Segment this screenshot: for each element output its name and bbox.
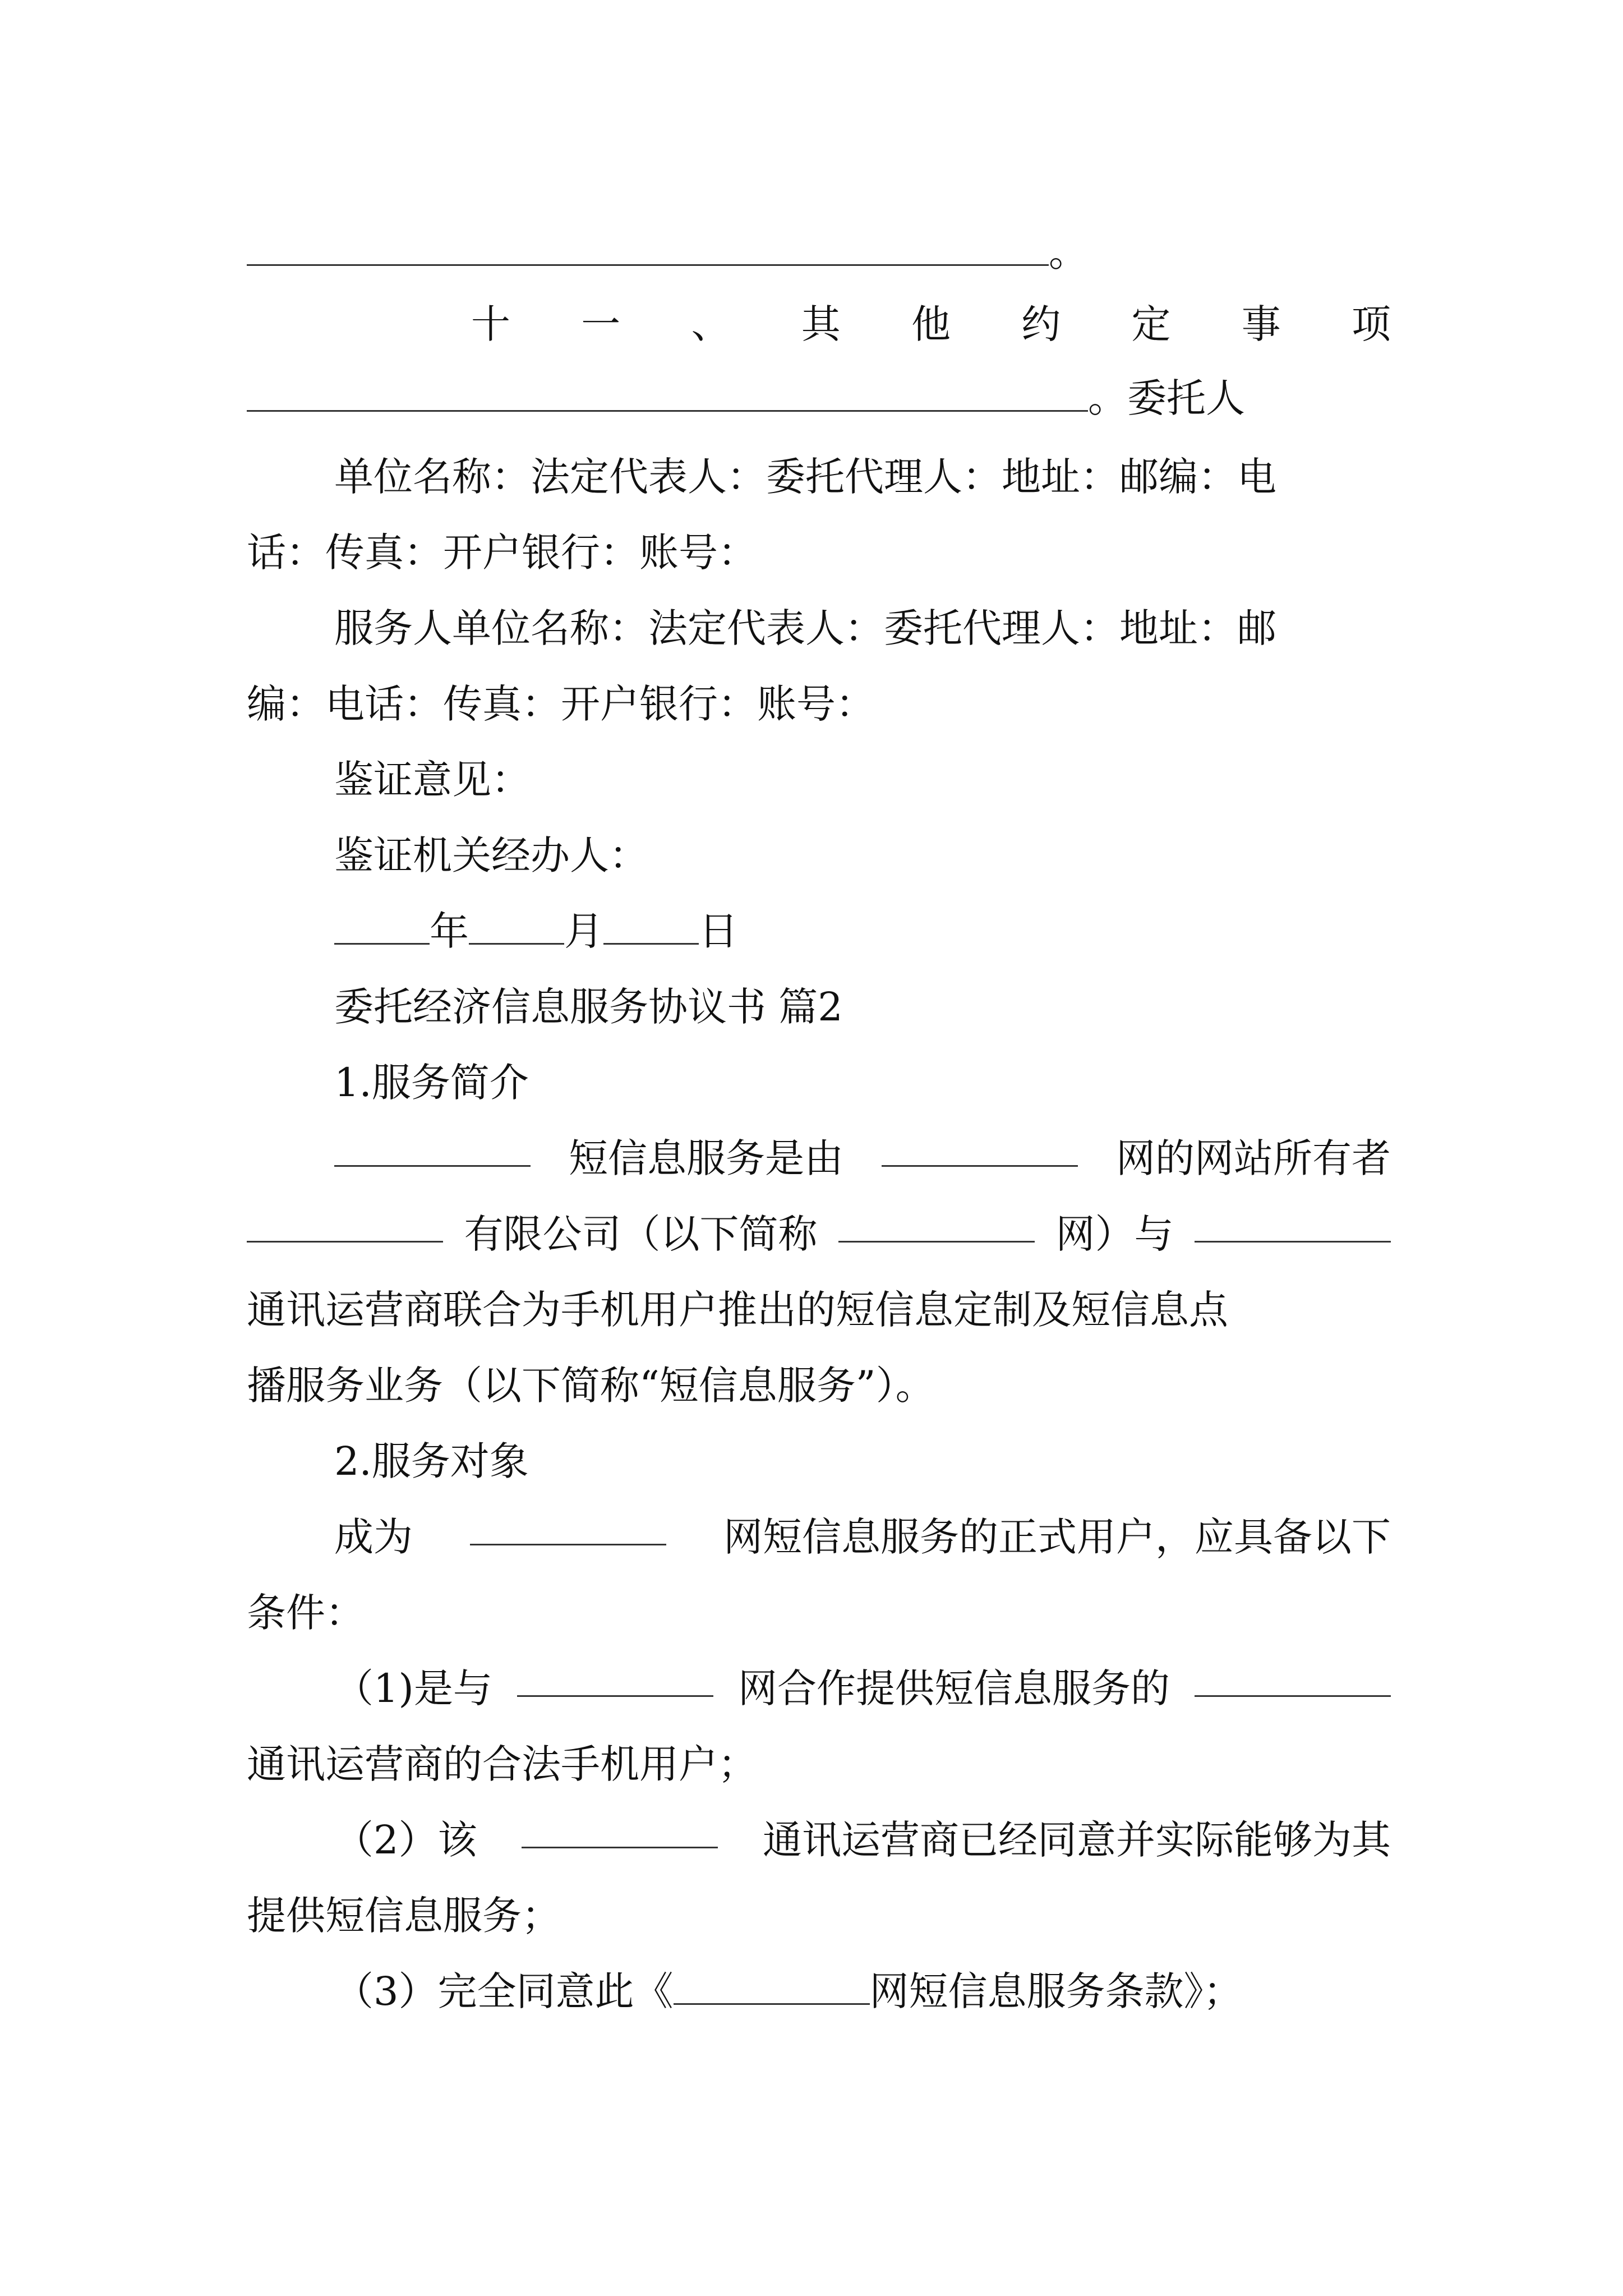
blank-underline <box>603 908 699 945</box>
heading-char: 十 <box>471 301 510 347</box>
blank-underline <box>1195 1206 1391 1243</box>
paragraph-line: 通讯运营商联合为手机用户推出的短信息定制及短信息点 <box>247 1287 1228 1333</box>
text: 网的网站所有者 <box>1116 1135 1391 1181</box>
paragraph-line: 单位名称：法定代表人：委托代理人：地址：邮编：电 <box>334 454 1276 500</box>
line-blank-end <box>247 224 1391 280</box>
paragraph-line <box>334 1963 1391 2019</box>
blank-underline <box>882 1130 1078 1167</box>
blank-underline <box>334 1130 531 1167</box>
section-heading-11 <box>471 296 1391 352</box>
blank-underline <box>517 1660 713 1697</box>
paragraph-line: 鉴证意见： <box>334 757 531 803</box>
paragraph-line: 播服务业务（以下简称“短信息服务”）。 <box>247 1363 935 1409</box>
day-label: 日 <box>699 908 738 954</box>
paragraph-line: 条件： <box>247 1590 365 1636</box>
text: 网短信息服务的正式用户，应具备以下 <box>723 1514 1391 1560</box>
text: 。 <box>1049 229 1088 275</box>
blank-underline <box>247 375 1088 412</box>
text: 网合作提供短信息服务的 <box>737 1665 1170 1711</box>
paragraph-line: 话：传真：开户银行：账号： <box>247 530 757 576</box>
blank-underline <box>334 908 430 945</box>
heading-char: 事 <box>1241 301 1281 347</box>
paragraph-line: 通讯运营商的合法手机用户； <box>247 1741 757 1787</box>
heading-char: 项 <box>1352 301 1391 347</box>
paragraph-line: 鉴证机关经办人： <box>334 832 648 878</box>
heading-char: 定 <box>1131 301 1171 347</box>
paragraph-line <box>247 1206 1391 1262</box>
heading-char: 他 <box>911 301 951 347</box>
blank-underline <box>838 1206 1035 1243</box>
blank-underline <box>522 1812 718 1848</box>
text: 。委托人 <box>1088 375 1245 421</box>
text: 网）与 <box>1055 1211 1174 1257</box>
text: （1)是与 <box>334 1665 492 1711</box>
date-line <box>247 903 1478 959</box>
paragraph-line <box>247 1509 1391 1565</box>
text: 通讯运营商已经同意并实际能够为其 <box>762 1817 1391 1863</box>
heading-char: 其 <box>801 301 841 347</box>
section-title: 委托经济信息服务协议书 篇2 <box>334 984 843 1030</box>
heading-char: 、 <box>691 301 731 347</box>
month-label: 月 <box>564 908 603 954</box>
paragraph-line: 提供短信息服务； <box>247 1893 561 1939</box>
text: （3）完全同意此《 <box>334 1968 674 2014</box>
text: 网短信息服务条款》； <box>869 1968 1243 2014</box>
blank-underline <box>247 229 1049 266</box>
heading-char: 一 <box>581 301 621 347</box>
blank-underline <box>469 908 564 945</box>
paragraph-line <box>247 1130 1391 1186</box>
blank-underline <box>674 1968 870 2005</box>
line-blank-principal <box>247 370 1391 426</box>
text: 短信息服务是由 <box>569 1135 843 1181</box>
blank-underline <box>470 1509 666 1545</box>
subsection-title: 1.服务简介 <box>334 1060 529 1106</box>
paragraph-line <box>334 1812 1391 1868</box>
blank-underline <box>1195 1660 1391 1697</box>
subsection-title: 2.服务对象 <box>334 1438 529 1484</box>
year-label: 年 <box>430 908 469 954</box>
heading-char: 约 <box>1021 301 1061 347</box>
paragraph-line: 服务人单位名称：法定代表人：委托代理人：地址：邮 <box>334 605 1276 651</box>
text: 有限公司（以下简称 <box>464 1211 818 1257</box>
paragraph-line <box>334 1660 1391 1717</box>
paragraph-line: 编：电话：传真：开户银行：账号： <box>247 681 875 727</box>
text: （2）该 <box>334 1817 477 1863</box>
blank-underline <box>247 1206 443 1243</box>
text: 成为 <box>334 1514 413 1560</box>
